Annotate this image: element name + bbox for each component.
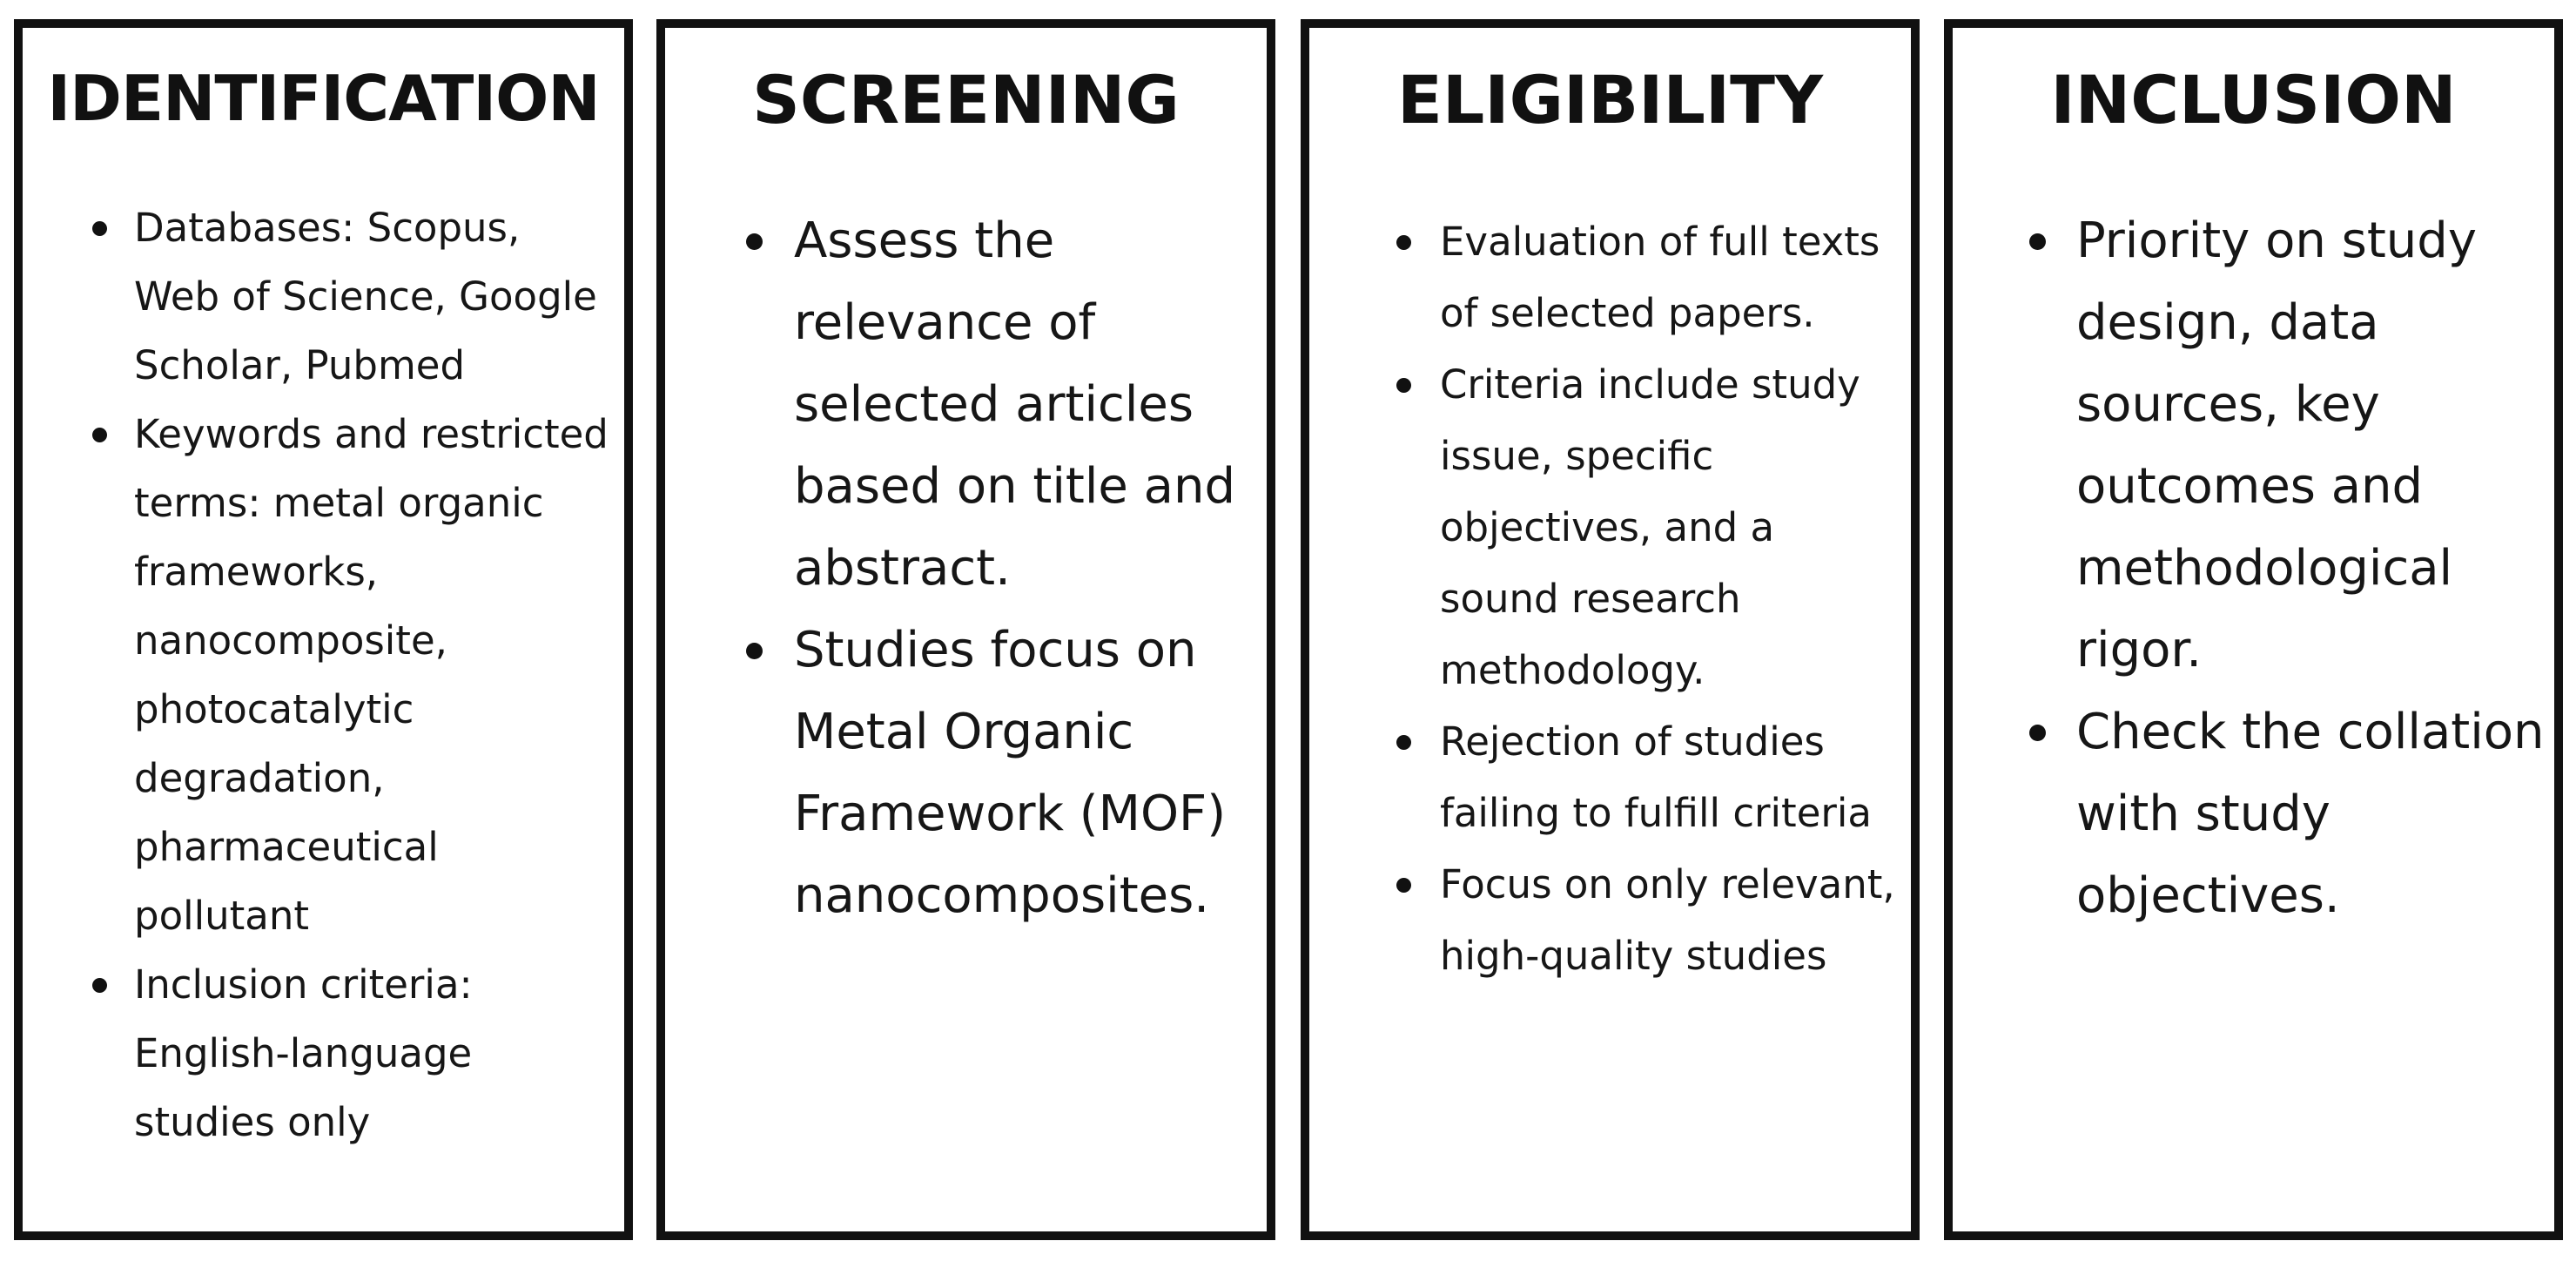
screening-item-relevance: Assess the relevance of selected articles based on title and abstract. [794, 200, 1260, 610]
screening-list [794, 200, 1260, 937]
eligibility-item-criteria: Criteria include study issue, specific objectives, and a sound research methodology. [1440, 349, 1902, 706]
identification-item-keywords: Keywords and restricted terms: metal organic frameworks, nanocomposite, photocatalytic degradation, pharmaceutical pollutant [134, 400, 617, 950]
identification-panel [14, 19, 633, 1240]
eligibility-item-full-text: Evaluation of full texts of selected papers. [1440, 206, 1902, 349]
inclusion-item-collation: Check the collation with study objectives. [2076, 691, 2547, 937]
eligibility-list [1440, 206, 1902, 992]
identification-item-databases: Databases: Scopus, Web of Science, Google Scholar, Pubmed [134, 193, 617, 400]
identification-item-inclusion-criteria: Inclusion criteria: English-language studies only [134, 950, 617, 1157]
eligibility-item-rejection: Rejection of studies failing to fulfill criteria [1440, 706, 1902, 849]
identification-list [134, 193, 617, 1157]
inclusion-list [2076, 200, 2547, 937]
eligibility-panel [1301, 19, 1920, 1240]
inclusion-item-priority: Priority on study design, data sources, key outcomes and methodological rigor. [2076, 200, 2547, 691]
eligibility-item-focus: Focus on only relevant, high-quality studies [1440, 849, 1902, 992]
inclusion-heading: INCLUSION [2050, 61, 2457, 138]
inclusion-panel [1944, 19, 2563, 1240]
eligibility-heading: ELIGIBILITY [1396, 61, 1824, 138]
identification-heading: IDENTIFICATION [47, 62, 600, 135]
screening-panel [656, 19, 1275, 1240]
screening-item-focus: Studies focus on Metal Organic Framework (MOF) nanocomposites. [794, 610, 1260, 937]
screening-heading: SCREENING [752, 61, 1180, 138]
